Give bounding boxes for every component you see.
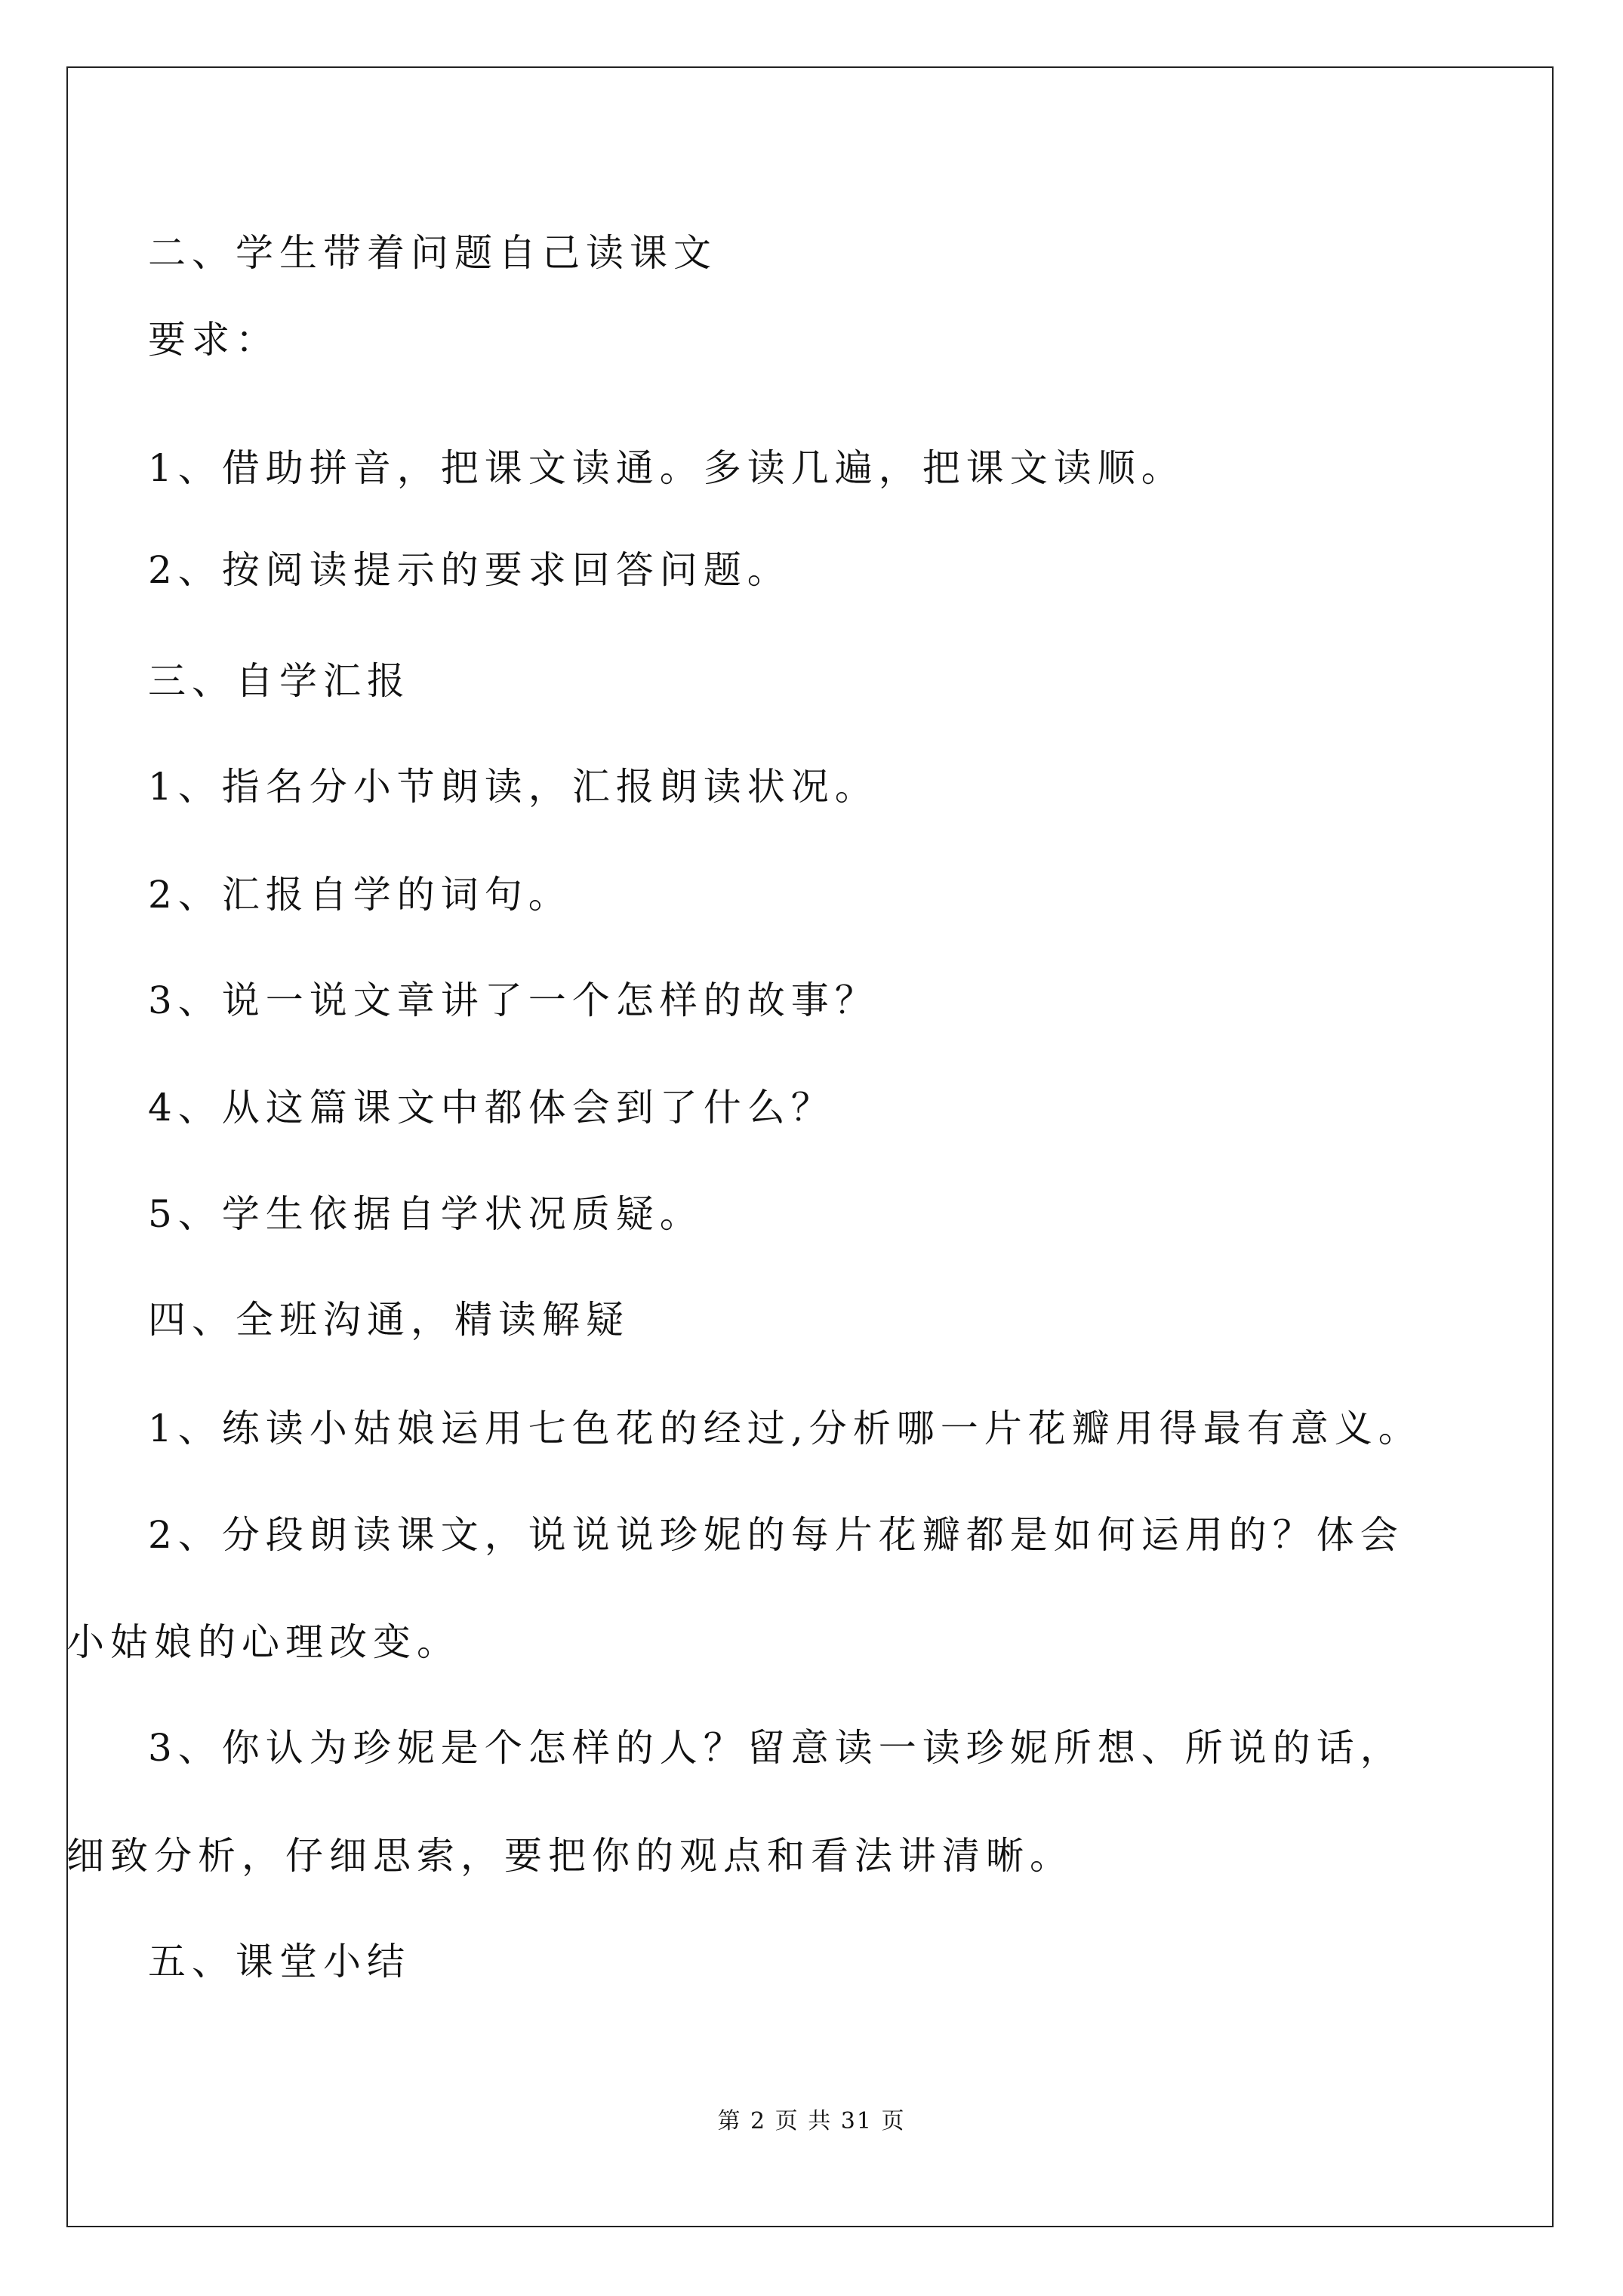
requirement-item-1: 1、借助拼音，把课文读通。多读几遍，把课文读顺。 bbox=[148, 446, 1185, 490]
discussion-item-1: 1、练读小姑娘运用七色花的经过,分析哪一片花瓣用得最有意义。 bbox=[148, 1407, 1422, 1450]
report-item-1: 1、指名分小节朗读，汇报朗读状况。 bbox=[148, 765, 879, 809]
report-item-4: 4、从这篇课文中都体会到了什么？ bbox=[148, 1086, 835, 1130]
discussion-item-2-continued: 小姑娘的心理改变。 bbox=[66, 1620, 460, 1664]
discussion-item-2: 2、分段朗读课文，说说说珍妮的每片花瓣都是如何运用的？体会 bbox=[148, 1513, 1404, 1557]
section-heading-5: 五、课堂小结 bbox=[148, 1940, 411, 1983]
section-heading-3: 三、自学汇报 bbox=[148, 659, 411, 703]
page-border bbox=[66, 66, 1554, 2227]
requirement-item-2: 2、按阅读提示的要求回答问题。 bbox=[148, 548, 791, 592]
report-item-3: 3、说一说文章讲了一个怎样的故事？ bbox=[148, 978, 879, 1022]
discussion-item-3-continued: 细致分析，仔细思索，要把你的观点和看法讲清晰。 bbox=[66, 1834, 1073, 1878]
report-item-2: 2、汇报自学的词句。 bbox=[148, 873, 572, 917]
section-heading-4: 四、全班沟通，精读解疑 bbox=[148, 1298, 630, 1342]
discussion-item-3: 3、你认为珍妮是个怎样的人？留意读一读珍妮所想、所说的话， bbox=[148, 1726, 1404, 1770]
requirements-label: 要求： bbox=[148, 318, 279, 362]
section-heading-2: 二、学生带着问题自己读课文 bbox=[148, 231, 717, 275]
report-item-5: 5、学生依据自学状况质疑。 bbox=[148, 1192, 704, 1236]
page-number-footer: 第 2 页 共 31 页 bbox=[717, 2108, 906, 2134]
